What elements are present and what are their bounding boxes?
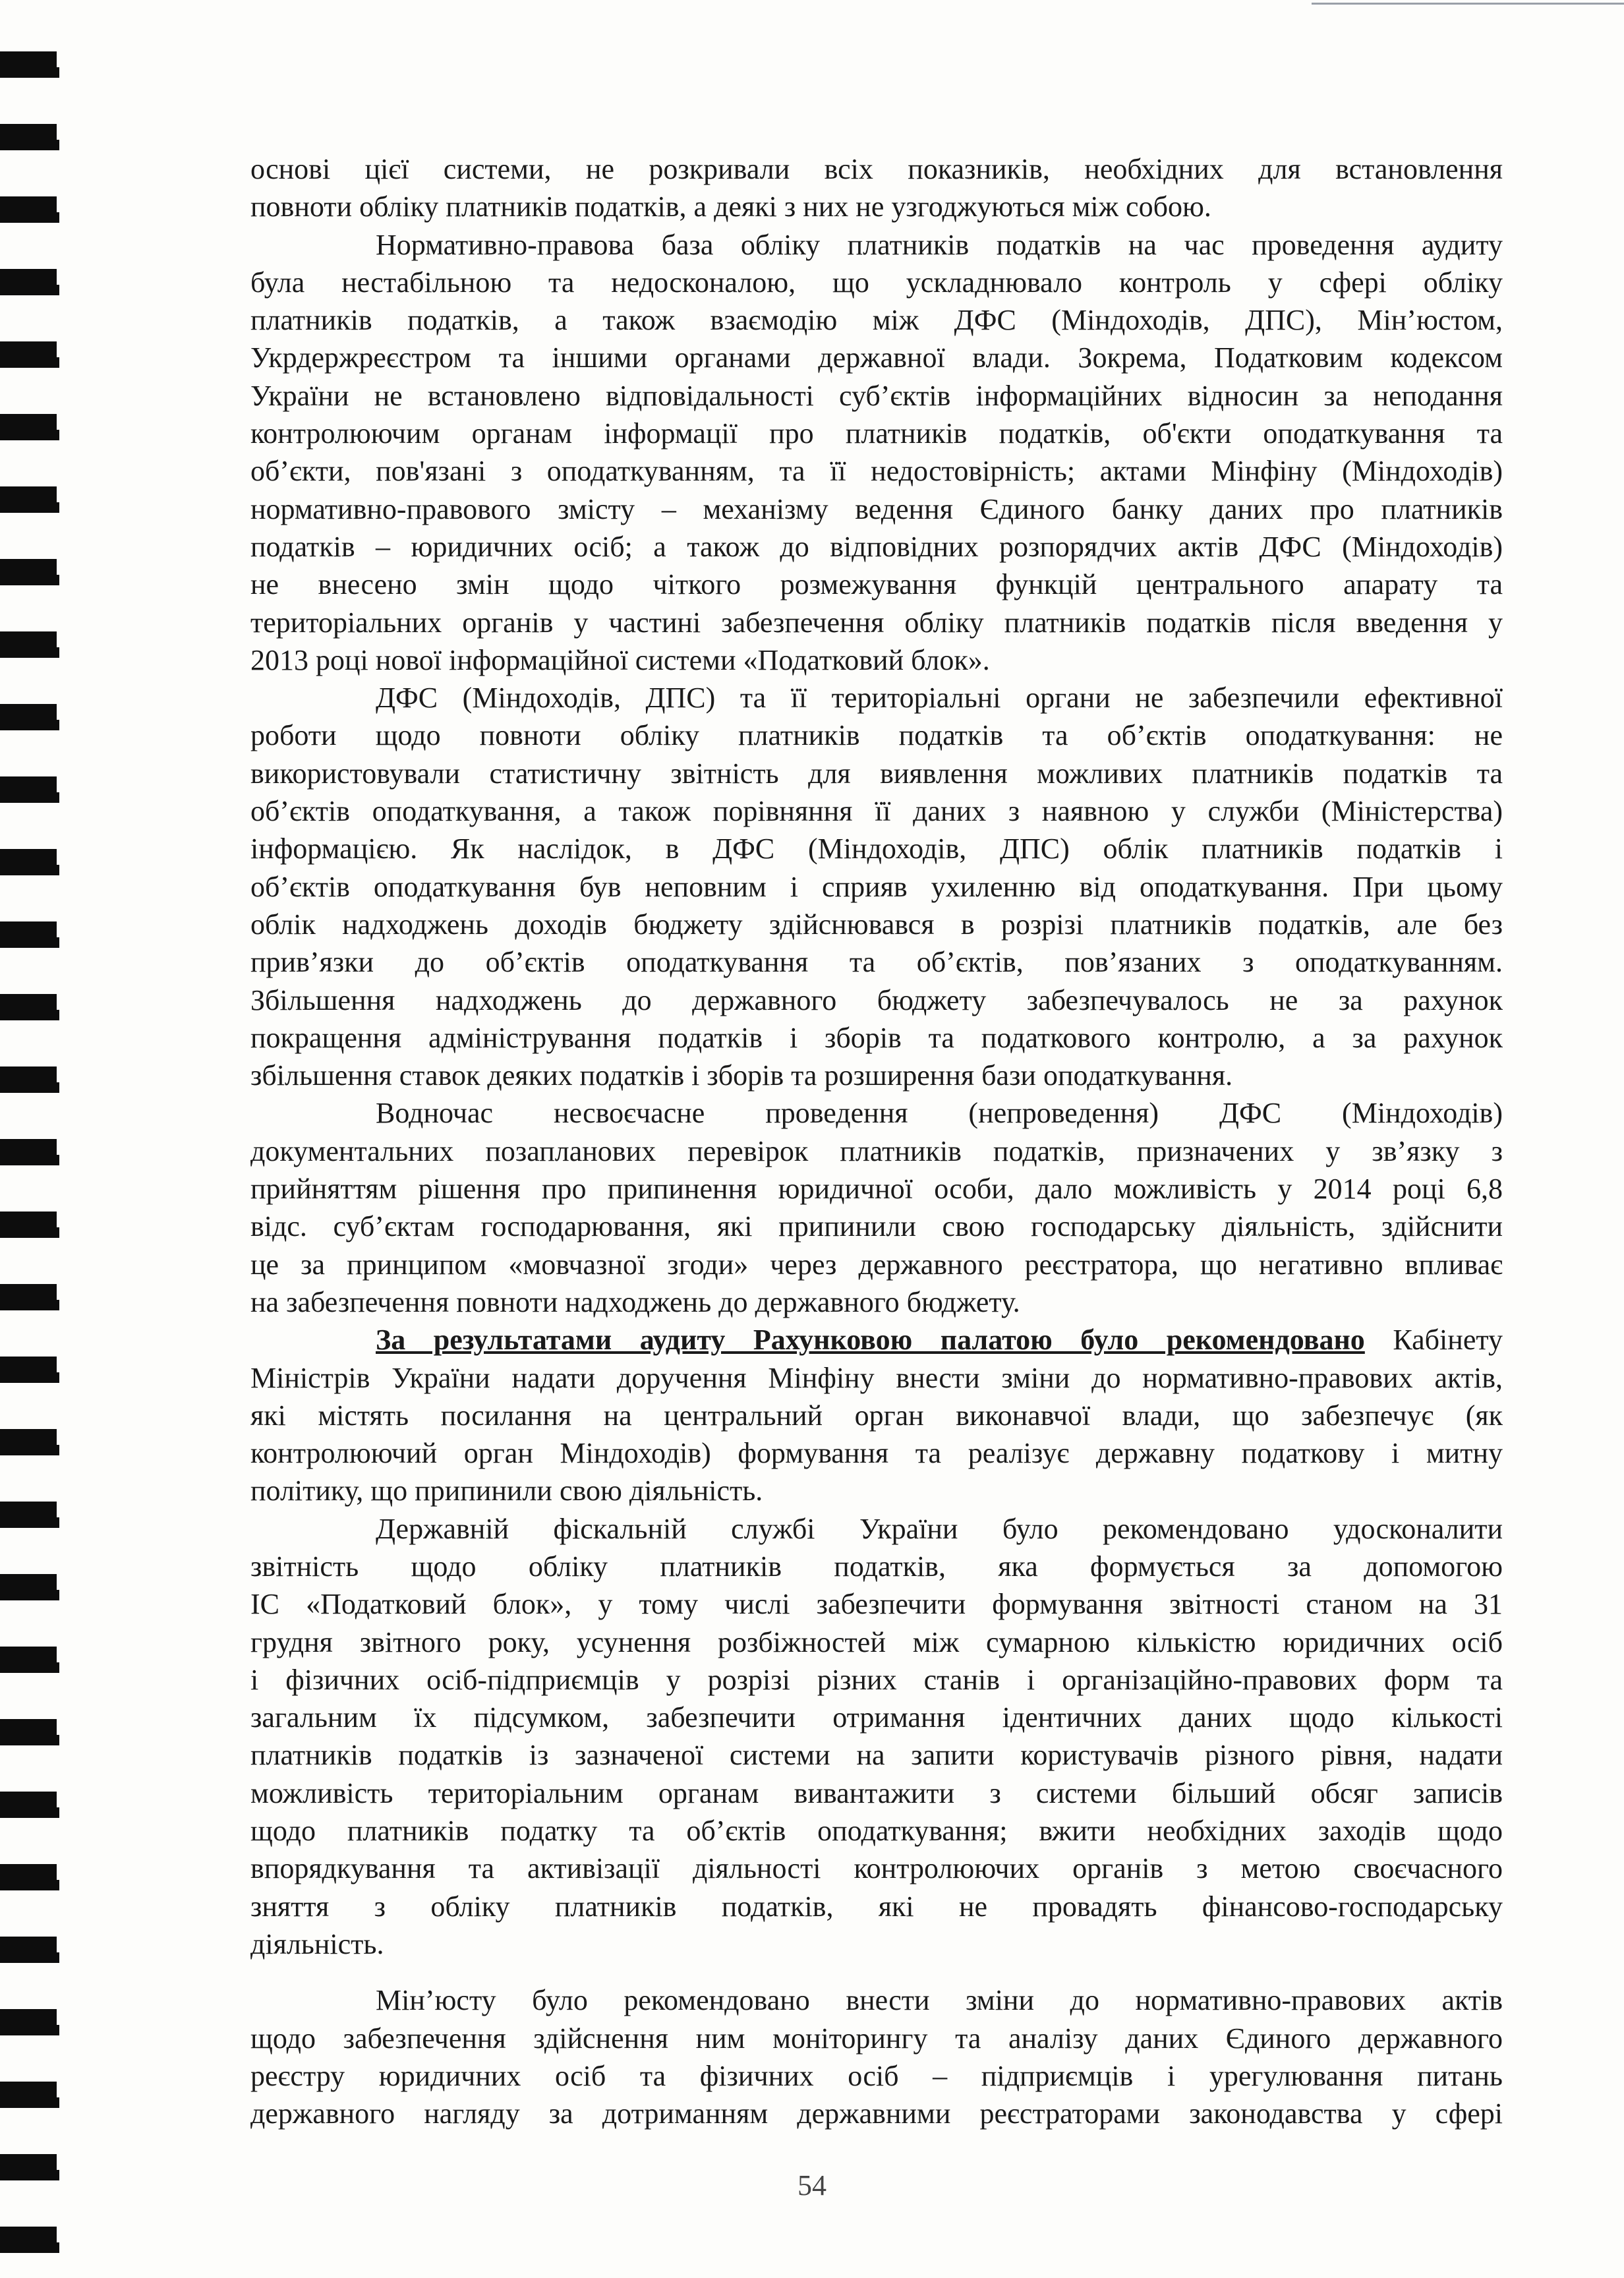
text-line: роботи щодо повноти обліку платників податків та об’єктів оподаткування: не <box>250 719 1503 752</box>
text-line: відс. суб’єктам господарювання, які припинили свою господарську діяльність, здійснити <box>250 1210 1503 1243</box>
text-line: щодо платників податку та об’єктів оподаткування; вжити необхідних заходів щодо <box>250 1815 1503 1848</box>
text-line: Державній фіскальній службі України було рекомендовано удосконалити <box>376 1512 1503 1545</box>
text-line: впорядкування та активізації діяльності контролюючих органів з метою своєчасного <box>250 1852 1503 1885</box>
text-line: була нестабільною та недосконалою, що ускладнювало контроль у сфері обліку <box>250 266 1503 299</box>
text-line: покращення адміністрування податків і зборів та податкового контролю, а за рахунок <box>250 1021 1503 1054</box>
text-line: об’єктів оподаткування був неповним і сприяв ухиленню від оподаткування. При цьому <box>250 870 1503 903</box>
top-edge-rule <box>1312 3 1624 5</box>
page-number: 54 <box>798 2169 826 2202</box>
text-line: ІС «Податковий блок», у тому числі забезпечити формування звітності станом на 31 <box>250 1588 1503 1621</box>
text-line: нормативно-правового змісту – механізму ведення Єдиного банку даних про платників <box>250 492 1503 525</box>
text-line: об’єктів оподаткування, а також порівняння її даних з наявною у служби (Міністерства) <box>250 795 1503 828</box>
text-line: загальним їх підсумком, забезпечити отримання ідентичних даних щодо кількості <box>250 1701 1503 1734</box>
text-line: контролюючим органам інформації про платників податків, об'єкти оподаткування та <box>250 417 1503 450</box>
text-line: 2013 році нової інформаційної системи «Податковий блок». <box>250 643 990 676</box>
text-line: документальних позапланових перевірок платників податків, призначених у зв’язку з <box>250 1134 1503 1167</box>
text-line: контролюючий орган Міндоходів) формування та реалізує державну податкову і митну <box>250 1437 1503 1470</box>
text-line: територіальних органів у частині забезпечення обліку платників податків після введення у <box>250 606 1503 639</box>
text-line: не внесено змін щодо чіткого розмежування функцій центрального апарату та <box>250 568 1503 601</box>
text-line: інформацією. Як наслідок, в ДФС (Міндоходів, ДПС) облік платників податків і <box>250 832 1503 865</box>
text-line: повноти обліку платників податків, а деякі з них не узгоджуються між собою. <box>250 190 1211 223</box>
text-line: Укрдержреєстром та іншими органами державної влади. Зокрема, Податковим кодексом <box>250 341 1503 374</box>
text-line: які містять посилання на центральний орган виконавчої влади, що забезпечує (як <box>250 1399 1503 1432</box>
paragraph <box>250 226 1503 680</box>
recommendation-heading: За результатами аудиту Рахунковою палатою було рекомендовано <box>376 1324 1365 1357</box>
text-line: ДФС (Міндоходів, ДПС) та її територіальні органи не забезпечили ефективної <box>376 682 1503 715</box>
text-line: платників податків із зазначеної системи на запити користувачів різного рівня, надати <box>250 1739 1503 1772</box>
text-line: збільшення ставок деяких податків і зборів та розширення бази оподаткування. <box>250 1059 1233 1092</box>
text-line: на забезпечення повноти надходжень до державного бюджету. <box>250 1285 1020 1318</box>
text-line: податків – юридичних осіб; а також до відповідних розпорядчих актів ДФС (Міндоходів) <box>250 530 1503 563</box>
text-line: звітність щодо обліку платників податків, яка формується за допомогою <box>250 1550 1503 1583</box>
text-line: основі цієї системи, не розкривали всіх показників, необхідних для встановлення <box>250 153 1503 185</box>
text-line: України не встановлено відповідальності суб’єктів інформаційних відносин за неподання <box>250 379 1503 412</box>
text-line: можливість територіальним органам вивантажити з системи більший обсяг записів <box>250 1776 1503 1809</box>
text-line: зняття з обліку платників податків, які не провадять фінансово-господарську <box>250 1890 1503 1923</box>
text-line: платників податків, а також взаємодію між ДФС (Міндоходів, ДПС), Мін’юстом, <box>250 304 1503 337</box>
paragraph <box>250 1321 1503 1509</box>
binding-notches <box>26 26 59 2267</box>
text-line: Нормативно-правова база обліку платників податків на час проведення аудиту <box>376 228 1503 261</box>
heading-tail: Кабінету <box>1364 1324 1503 1357</box>
text-line: діяльність. <box>250 1927 384 1960</box>
text-line: об’єкти, пов'язані з оподаткуванням, та її недостовірність; актами Мінфіну (Міндоходів) <box>250 455 1503 488</box>
text-line <box>250 1321 1503 1358</box>
text-line: використовували статистичну звітність для виявлення можливих платників податків та <box>250 757 1503 790</box>
paragraph <box>250 1510 1503 1964</box>
paragraph <box>250 1981 1503 2132</box>
text-line: щодо забезпечення здійснення ним моніторингу та аналізу даних Єдиного державного <box>250 2022 1503 2055</box>
text-line: державного нагляду за дотриманням державними реєстраторами законодавства у сфері <box>250 2097 1503 2130</box>
text-line: Мін’юсту було рекомендовано внести зміни до нормативно-правових актів <box>376 1984 1503 2017</box>
text-line: Водночас несвоєчасне проведення (непроведення) ДФС (Міндоходів) <box>376 1097 1503 1130</box>
text-line: грудня звітного року, усунення розбіжностей між сумарною кількістю юридичних осіб <box>250 1625 1503 1658</box>
paragraph <box>250 679 1503 1094</box>
text-line: і фізичних осіб-підприємців у розрізі різних станів і організаційно-правових форм та <box>250 1663 1503 1696</box>
document-body <box>250 150 1503 2132</box>
text-line: облік надходжень доходів бюджету здійснювався в розрізі платників податків, але без <box>250 908 1503 941</box>
text-line: політику, що припинили свою діяльність. <box>250 1475 763 1507</box>
text-line: реєстру юридичних осіб та фізичних осіб – підприємців і урегулювання питань <box>250 2059 1503 2092</box>
text-line: Міністрів України надати доручення Мінфіну внести зміни до нормативно-правових актів, <box>250 1361 1503 1394</box>
text-line: прийняттям рішення про припинення юридичної особи, дало можливість у 2014 році 6,8 <box>250 1173 1503 1206</box>
paragraph <box>250 150 1503 226</box>
paragraph <box>250 1094 1503 1321</box>
text-line: Збільшення надходжень до державного бюджету забезпечувалось не за рахунок <box>250 983 1503 1016</box>
text-line: це за принципом «мовчазної згоди» через державного реєстратора, що негативно впливає <box>250 1248 1503 1281</box>
text-line: прив’язки до об’єктів оподаткування та об’єктів, пов’язаних з оподаткуванням. <box>250 946 1503 979</box>
